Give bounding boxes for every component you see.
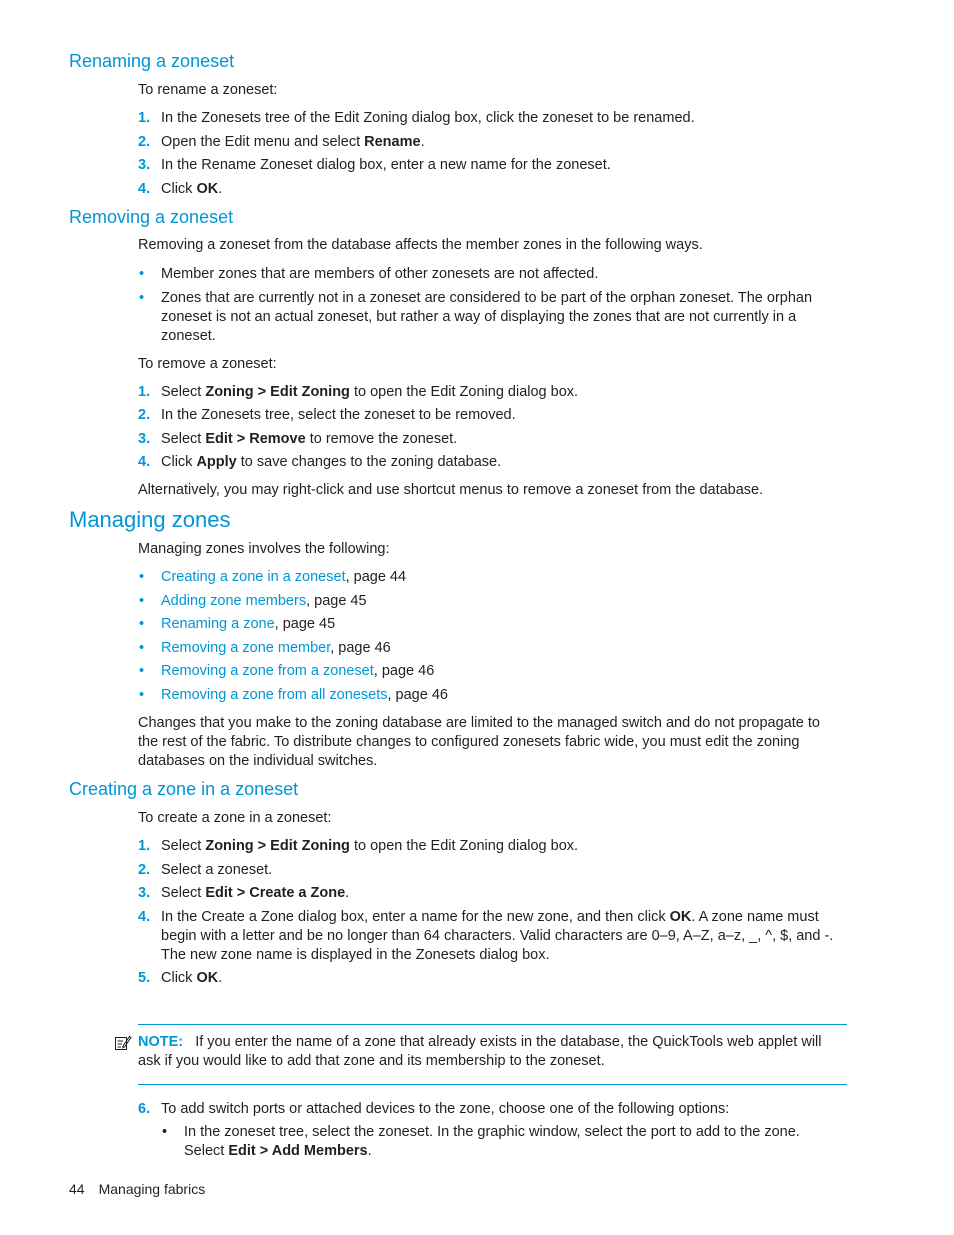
bullet-dot: •	[139, 686, 145, 703]
list-item: • Removing a zone from all zonesets, page 46	[139, 686, 448, 703]
list-item: 5. Click OK.	[138, 970, 223, 986]
list-item: • Creating a zone in a zoneset, page 44	[139, 569, 407, 585]
removing-intro: Removing a zoneset from the database affects the member zones in the following ways.	[138, 237, 703, 253]
bullet-dot: •	[139, 663, 145, 679]
removing-steps	[138, 383, 844, 473]
list-item: • Member zones that are members of other zonesets are not affected.	[139, 266, 599, 282]
bullet-dot: •	[139, 639, 145, 656]
bullet-dot: •	[139, 266, 145, 282]
link-renaming-zone[interactable]: Renaming a zone	[161, 616, 275, 632]
list-item: 1. Select Zoning > Edit Zoning to open the Edit Zoning dialog box.	[138, 383, 579, 400]
removing-intro2: To remove a zoneset:	[138, 355, 277, 372]
note-text: NOTE: If you enter the name of a zone that already exists in the database, the QuickTools web applet will ask if you would like to add that zone and its membership to the zoneset.	[138, 1034, 822, 1069]
bullet-dot: •	[139, 616, 145, 632]
managing-links	[138, 568, 844, 705]
list-item: 4. Click Apply to save changes to the zoning database.	[138, 454, 502, 470]
note-pencil-icon	[114, 1034, 132, 1052]
renaming-steps	[138, 109, 844, 199]
heading-creating-zone: Creating a zone in a zoneset	[69, 779, 299, 799]
list-item: 1. In the Zonesets tree of the Edit Zoning dialog box, click the zoneset to be renamed.	[138, 110, 695, 126]
step6-options	[161, 1123, 844, 1161]
link-creating-zone[interactable]: Creating a zone in a zoneset	[161, 569, 346, 585]
list-item: 2. Open the Edit menu and select Rename.	[138, 133, 425, 150]
list-item: • In the zoneset tree, select the zoneset. In the graphic window, select the port to add to the zone. Select Edit > Add Members.	[162, 1124, 800, 1159]
section-managing-zones	[138, 540, 844, 771]
heading-managing-zones: Managing zones	[69, 507, 231, 532]
note-box	[138, 1024, 847, 1085]
bullet-dot: •	[139, 569, 145, 585]
list-item: • Renaming a zone, page 45	[139, 616, 336, 632]
page-footer	[69, 1180, 219, 1199]
managing-intro: Managing zones involves the following:	[138, 541, 390, 557]
list-item: • Zones that are currently not in a zoneset are considered to be part of the orphan zoneset. The orphan zoneset is not an actual zoneset, but rather a way of displaying the zones that are not currently in a zoneset.	[139, 289, 813, 344]
section-creating-zone	[138, 809, 844, 993]
link-adding-zone-members[interactable]: Adding zone members	[161, 592, 307, 609]
removing-outro: Alternatively, you may right-click and use shortcut menus to remove a zoneset from the database.	[138, 482, 764, 498]
renaming-intro: To rename a zoneset:	[138, 82, 278, 98]
list-item: • Removing a zone from a zoneset, page 46	[139, 663, 435, 679]
list-item: • Removing a zone member, page 46	[139, 639, 391, 656]
list-item: 6. To add switch ports or attached devices to the zone, choose one of the following options:	[138, 1101, 730, 1117]
list-item: 1. Select Zoning > Edit Zoning to open the Edit Zoning dialog box.	[138, 838, 579, 854]
bullet-dot: •	[139, 289, 145, 306]
creating-steps	[138, 837, 844, 988]
section-step-6	[138, 1100, 844, 1166]
heading-renaming-zoneset: Renaming a zoneset	[69, 51, 235, 71]
managing-outro: Changes that you make to the zoning database are limited to the managed switch and do not propagate to the rest of the fabric. To distribute changes to configured zonesets fabric wide, you must edit the zoning databases on the individual switches.	[138, 714, 820, 769]
creating-steps-continued	[138, 1100, 844, 1119]
list-item: 3. Select Edit > Create a Zone.	[138, 885, 350, 901]
bullet-dot: •	[162, 1124, 168, 1140]
link-removing-zone-from-zoneset[interactable]: Removing a zone from a zoneset	[161, 663, 374, 679]
page-number: 44	[69, 1181, 85, 1197]
heading-removing-zoneset: Removing a zoneset	[69, 207, 234, 227]
link-removing-zone-member[interactable]: Removing a zone member	[161, 639, 331, 656]
removing-bullets	[138, 265, 844, 346]
creating-intro: To create a zone in a zoneset:	[138, 810, 332, 826]
list-item: 4. In the Create a Zone dialog box, enter a name for the new zone, and then click OK. A zone name must begin with a letter and be no longer than 64 characters. Valid characters are 0–9, A–Z, a–z, _, ^, $, and -. The new zone name is displayed in the Zonesets dialog box.	[138, 908, 834, 963]
footer-chapter-title: Managing fabrics	[98, 1181, 206, 1197]
list-item: 2. Select a zoneset.	[138, 861, 273, 878]
section-removing-zoneset	[138, 236, 844, 500]
link-removing-zone-from-all[interactable]: Removing a zone from all zonesets	[161, 686, 388, 703]
list-item: 4. Click OK.	[138, 180, 223, 197]
list-item: 3. In the Rename Zoneset dialog box, enter a new name for the zoneset.	[138, 157, 611, 173]
list-item: 3. Select Edit > Remove to remove the zoneset.	[138, 430, 458, 447]
bullet-dot: •	[139, 592, 145, 609]
list-item: 2. In the Zonesets tree, select the zoneset to be removed.	[138, 407, 516, 423]
list-item: • Adding zone members, page 45	[139, 592, 367, 609]
note-label: NOTE:	[138, 1034, 184, 1050]
section-renaming-zoneset	[138, 81, 844, 203]
